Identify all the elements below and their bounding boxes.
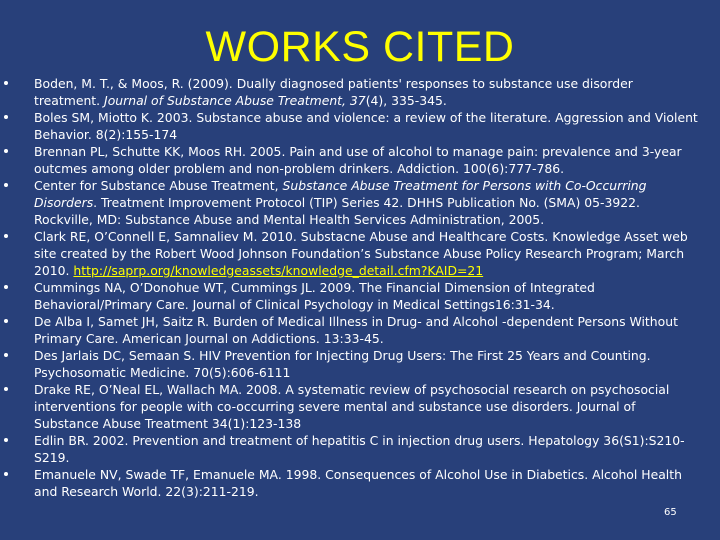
reference-item	[0, 313, 720, 347]
reference-list	[0, 75, 720, 500]
reference-italic-text: Journal of Substance Abuse Treatment, 37	[104, 93, 366, 108]
reference-item	[0, 381, 720, 432]
reference-item	[0, 432, 720, 466]
reference-item	[0, 143, 720, 177]
reference-text: . Treatment Improvement Protocol (TIP) Series 42. DHHS Publication No. (SMA) 05-3922. Rockville, MD: Substance Abuse and Mental Health Services Administration, 2005.	[34, 195, 640, 227]
reference-text: (4), 335-345.	[365, 93, 447, 108]
reference-text: Cummings NA, O’Donohue WT, Cummings JL. 2009. The Financial Dimension of Integrated Behavioral/Primary Care. Journal of Clinical Psychology in Medical Settings16:31-34.	[34, 280, 595, 312]
bullet-icon	[4, 472, 8, 476]
bullet-icon	[4, 234, 8, 238]
bullet-icon	[4, 353, 8, 357]
reference-item	[0, 75, 720, 109]
reference-text: Des Jarlais DC, Semaan S. HIV Prevention for Injecting Drug Users: The First 25 Years and Counting. Psychosomatic Medicine. 70(5):606-6111	[34, 348, 651, 380]
bullet-icon	[4, 115, 8, 119]
reference-text: Clark RE, O’Connell E, Samnaliev M. 2010. Substacne Abuse and Healthcare Costs. Knowledge Asset web site created by the Robert Wood Johnson Foundation’s Substance Abuse Policy Research Program; March 2010.	[34, 229, 688, 278]
bullet-icon	[4, 285, 8, 289]
bullet-icon	[4, 81, 8, 85]
bullet-icon	[4, 183, 8, 187]
page-number: 65	[664, 507, 677, 518]
bullet-icon	[4, 149, 8, 153]
reference-text: Edlin BR. 2002. Prevention and treatment of hepatitis C in injection drug users. Hepatology 36(S1):S210-S219.	[34, 433, 685, 465]
reference-text: Drake RE, O’Neal EL, Wallach MA. 2008. A systematic review of psychosocial research on psychosocial interventions for people with co-occurring severe mental and substance use disorders. Journal of Substance Abuse Treatment 34(1):123-138	[34, 382, 670, 431]
reference-link[interactable]: http://saprp.org/knowledgeassets/knowledge_detail.cfm?KAID=21	[73, 263, 484, 278]
reference-text: Center for Substance Abuse Treatment,	[34, 178, 283, 193]
reference-item	[0, 466, 720, 500]
reference-italic-text: Substance Abuse Treatment for Persons with Co-Occurring Disorders	[34, 178, 647, 210]
reference-item	[0, 228, 720, 279]
reference-text: Brennan PL, Schutte KK, Moos RH. 2005. Pain and use of alcohol to manage pain: prevalence and 3-year outcmes among older problem and non-problem drinkers. Addiction. 100(6):777-786.	[34, 144, 682, 176]
reference-text: Boden, M. T., & Moos, R. (2009). Dually diagnosed patients' responses to substance use disorder treatment.	[34, 76, 633, 108]
reference-text: Boles SM, Miotto K. 2003. Substance abuse and violence: a review of the literature. Aggression and Violent Behavior. 8(2):155-174	[34, 110, 698, 142]
reference-item	[0, 347, 720, 381]
reference-item	[0, 177, 720, 228]
slide-title: WORKS CITED	[205, 23, 515, 71]
reference-item	[0, 279, 720, 313]
bullet-icon	[4, 319, 8, 323]
bullet-icon	[4, 387, 8, 391]
bullet-icon	[4, 438, 8, 442]
reference-item	[0, 109, 720, 143]
reference-text: De Alba I, Samet JH, Saitz R. Burden of Medical Illness in Drug- and Alcohol -dependent Persons Without Primary Care. American Journal on Addictions. 13:33-45.	[34, 314, 678, 346]
reference-text: Emanuele NV, Swade TF, Emanuele MA. 1998. Consequences of Alcohol Use in Diabetics. Alcohol Health and Research World. 22(3):211-219.	[34, 467, 682, 499]
